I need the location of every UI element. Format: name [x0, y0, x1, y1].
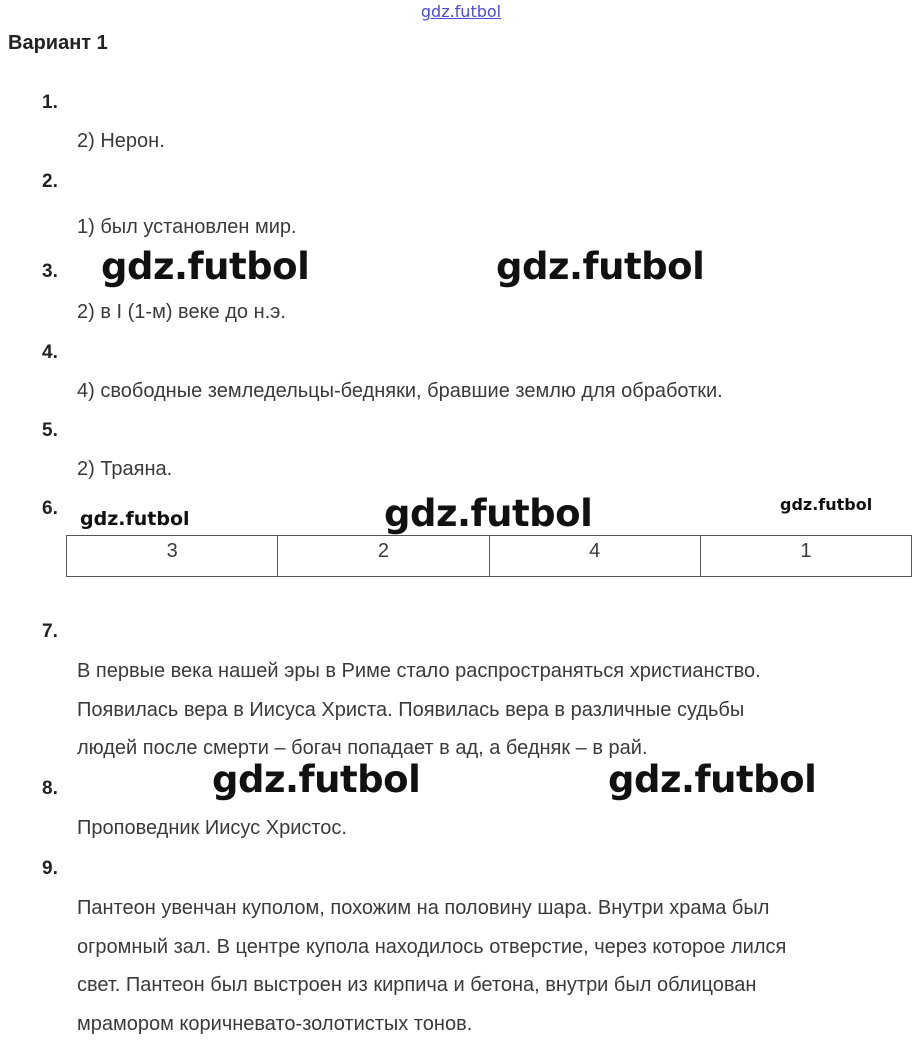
watermark: gdz.futbol: [101, 245, 310, 288]
question-number-9: 9.: [42, 858, 58, 879]
table-cell: 3: [67, 536, 278, 577]
answer-3: 2) в I (1-м) веке до н.э.: [77, 301, 286, 323]
answer-5: 2) Траяна.: [77, 458, 173, 480]
table-row: [67, 536, 912, 577]
answer-2: 1) был установлен мир.: [77, 216, 297, 238]
answer-line: мрамором коричневато-золотистых тонов.: [77, 1012, 473, 1035]
question-number-4: 4.: [42, 342, 58, 363]
table-cell: 2: [278, 536, 489, 577]
answer-1: 2) Нерон.: [77, 130, 165, 152]
answer-table-6: [66, 535, 912, 577]
watermark: gdz.futbol: [496, 245, 705, 288]
answer-line: свет. Пантеон был выстроен из кирпича и бетона, внутри был облицован: [77, 974, 757, 996]
question-number-8: 8.: [42, 778, 58, 799]
question-number-6: 6.: [42, 498, 58, 519]
answer-line: людей после смерти – богач попадает в ад, а бедняк – в рай.: [77, 737, 648, 759]
watermark: gdz.futbol: [80, 508, 190, 530]
question-number-2: 2.: [42, 171, 58, 192]
watermark: gdz.futbol: [384, 492, 593, 535]
table-cell: 1: [700, 536, 911, 577]
question-number-3: 3.: [42, 261, 58, 282]
watermark: gdz.futbol: [780, 495, 873, 514]
page-title: Вариант 1: [8, 32, 108, 54]
watermark: gdz.futbol: [608, 758, 817, 801]
answer-line: огромный зал. В центре купола находилось отверстие, через которое лился: [77, 935, 787, 958]
top-watermark-link[interactable]: gdz.futbol: [420, 2, 502, 21]
answer-4: 4) свободные земледельцы-бедняки, бравшие землю для обработки.: [77, 380, 723, 402]
watermark: gdz.futbol: [212, 758, 421, 801]
answer-line: В первые века нашей эры в Риме стало распространяться христианство.: [77, 660, 761, 682]
question-number-5: 5.: [42, 420, 58, 441]
question-number-1: 1.: [42, 92, 58, 113]
answer-line: Появилась вера в Иисуса Христа. Появилась вера в различные судьбы: [77, 698, 745, 721]
answer-line: Пантеон увенчан куполом, похожим на половину шара. Внутри храма был: [77, 897, 770, 919]
answer-7: [77, 652, 907, 768]
table-cell: 4: [489, 536, 700, 577]
question-number-7: 7.: [42, 621, 58, 642]
answer-8: Проповедник Иисус Христос.: [77, 817, 347, 839]
answer-9: [77, 889, 907, 1043]
